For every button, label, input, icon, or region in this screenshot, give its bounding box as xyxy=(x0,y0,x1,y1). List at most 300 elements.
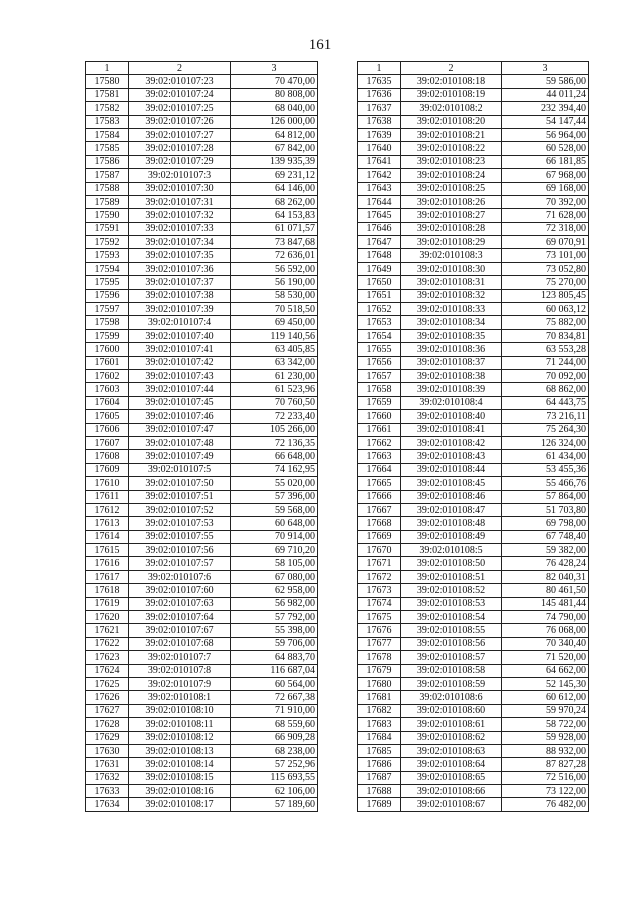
cadastral-value: 73 101,00 xyxy=(502,249,589,262)
cadastral-value: 72 318,00 xyxy=(502,222,589,235)
table-row xyxy=(358,155,589,168)
cadastral-number: 39:02:010108:26 xyxy=(401,195,502,208)
cadastral-value: 64 443,75 xyxy=(502,396,589,409)
cadastral-number: 39:02:010108:59 xyxy=(401,677,502,690)
cadastral-value: 72 136,35 xyxy=(231,436,318,449)
cadastral-value: 54 147,44 xyxy=(502,115,589,128)
cadastral-value: 52 145,30 xyxy=(502,677,589,690)
cadastral-number: 39:02:010107:42 xyxy=(129,356,231,369)
table-row xyxy=(358,222,589,235)
table-row xyxy=(86,356,318,369)
cadastral-value: 67 748,40 xyxy=(502,530,589,543)
cadastral-value: 80 808,00 xyxy=(231,88,318,101)
cadastral-number: 39:02:010108:42 xyxy=(401,436,502,449)
cadastral-number: 39:02:010108:41 xyxy=(401,423,502,436)
column-header-2: 2 xyxy=(129,62,231,75)
cadastral-value: 71 628,00 xyxy=(502,209,589,222)
table-row xyxy=(358,142,589,155)
column-header-1: 1 xyxy=(358,62,401,75)
cadastral-value: 68 238,00 xyxy=(231,744,318,757)
table-row xyxy=(86,584,318,597)
cadastral-value: 60 063,12 xyxy=(502,303,589,316)
table-row xyxy=(358,611,589,624)
cadastral-value: 60 528,00 xyxy=(502,142,589,155)
cadastral-value: 60 612,00 xyxy=(502,691,589,704)
table-row xyxy=(86,316,318,329)
cadastral-number: 39:02:010108:11 xyxy=(129,718,231,731)
cadastral-number: 39:02:010108:67 xyxy=(401,798,502,811)
cadastral-value: 53 455,36 xyxy=(502,463,589,476)
cadastral-number: 39:02:010108:48 xyxy=(401,517,502,530)
table-row xyxy=(86,597,318,610)
row-number: 17672 xyxy=(358,570,401,583)
cadastral-value: 70 392,00 xyxy=(502,195,589,208)
cadastral-number: 39:02:010107:47 xyxy=(129,423,231,436)
table-row xyxy=(86,410,318,423)
table-row xyxy=(86,758,318,771)
cadastral-number: 39:02:010108:36 xyxy=(401,343,502,356)
cadastral-value: 51 703,80 xyxy=(502,503,589,516)
table-row xyxy=(358,436,589,449)
cadastral-number: 39:02:010107:57 xyxy=(129,557,231,570)
table-row xyxy=(358,477,589,490)
cadastral-number: 39:02:010107:30 xyxy=(129,182,231,195)
cadastral-value: 116 687,04 xyxy=(231,664,318,677)
cadastral-number: 39:02:010107:7 xyxy=(129,651,231,664)
row-number: 17670 xyxy=(358,544,401,557)
table-row xyxy=(86,704,318,717)
row-number: 17605 xyxy=(86,410,129,423)
cadastral-value: 59 928,00 xyxy=(502,731,589,744)
table-row xyxy=(358,637,589,650)
cadastral-value: 82 040,31 xyxy=(502,570,589,583)
table-row xyxy=(86,490,318,503)
cadastral-number: 39:02:010108:40 xyxy=(401,410,502,423)
cadastral-value: 57 189,60 xyxy=(231,798,318,811)
cadastral-value: 145 481,44 xyxy=(502,597,589,610)
cadastral-number: 39:02:010108:2 xyxy=(401,102,502,115)
cadastral-value: 62 958,00 xyxy=(231,584,318,597)
row-number: 17609 xyxy=(86,463,129,476)
cadastral-number: 39:02:010108:21 xyxy=(401,128,502,141)
table-row xyxy=(86,798,318,811)
row-number: 17668 xyxy=(358,517,401,530)
row-number: 17610 xyxy=(86,477,129,490)
table-row xyxy=(358,584,589,597)
cadastral-value: 70 834,81 xyxy=(502,329,589,342)
row-number: 17623 xyxy=(86,651,129,664)
table-row xyxy=(86,262,318,275)
table-row xyxy=(86,731,318,744)
row-number: 17595 xyxy=(86,276,129,289)
cadastral-number: 39:02:010107:38 xyxy=(129,289,231,302)
cadastral-number: 39:02:010107:28 xyxy=(129,142,231,155)
table-row xyxy=(358,195,589,208)
table-row xyxy=(86,651,318,664)
table-header-row xyxy=(86,62,318,75)
row-number: 17588 xyxy=(86,182,129,195)
row-number: 17629 xyxy=(86,731,129,744)
cadastral-value: 63 553,28 xyxy=(502,343,589,356)
table-row xyxy=(358,624,589,637)
cadastral-value: 59 586,00 xyxy=(502,75,589,88)
cadastral-value: 67 842,00 xyxy=(231,142,318,155)
column-header-1: 1 xyxy=(86,62,129,75)
cadastral-value: 70 340,40 xyxy=(502,637,589,650)
row-number: 17613 xyxy=(86,517,129,530)
row-number: 17630 xyxy=(86,744,129,757)
row-number: 17599 xyxy=(86,329,129,342)
cadastral-number: 39:02:010108:30 xyxy=(401,262,502,275)
table-row xyxy=(86,463,318,476)
row-number: 17622 xyxy=(86,637,129,650)
cadastral-value: 115 693,55 xyxy=(231,771,318,784)
cadastral-value: 68 262,00 xyxy=(231,195,318,208)
row-number: 17631 xyxy=(86,758,129,771)
table-row xyxy=(358,276,589,289)
table-row xyxy=(358,718,589,731)
cadastral-value: 74 162,95 xyxy=(231,463,318,476)
table-row xyxy=(358,343,589,356)
table-row xyxy=(358,503,589,516)
row-number: 17621 xyxy=(86,624,129,637)
cadastral-number: 39:02:010107:67 xyxy=(129,624,231,637)
cadastral-value: 73 216,11 xyxy=(502,410,589,423)
table-row xyxy=(86,477,318,490)
cadastral-number: 39:02:010107:49 xyxy=(129,450,231,463)
row-number: 17644 xyxy=(358,195,401,208)
cadastral-number: 39:02:010108:23 xyxy=(401,155,502,168)
cadastral-number: 39:02:010108:45 xyxy=(401,477,502,490)
cadastral-value: 76 068,00 xyxy=(502,624,589,637)
cadastral-value: 70 518,50 xyxy=(231,303,318,316)
column-header-3: 3 xyxy=(502,62,589,75)
cadastral-value: 64 153,83 xyxy=(231,209,318,222)
cadastral-value: 76 482,00 xyxy=(502,798,589,811)
cadastral-value: 67 968,00 xyxy=(502,169,589,182)
row-number: 17685 xyxy=(358,744,401,757)
cadastral-value: 126 000,00 xyxy=(231,115,318,128)
row-number: 17683 xyxy=(358,718,401,731)
cadastral-number: 39:02:010108:47 xyxy=(401,503,502,516)
cadastral-value: 75 882,00 xyxy=(502,316,589,329)
table-row xyxy=(358,329,589,342)
table-row xyxy=(86,289,318,302)
table-row xyxy=(86,303,318,316)
table-row xyxy=(86,503,318,516)
row-number: 17676 xyxy=(358,624,401,637)
row-number: 17649 xyxy=(358,262,401,275)
row-number: 17583 xyxy=(86,115,129,128)
cadastral-number: 39:02:010108:20 xyxy=(401,115,502,128)
table-row xyxy=(86,744,318,757)
row-number: 17616 xyxy=(86,557,129,570)
cadastral-number: 39:02:010107:31 xyxy=(129,195,231,208)
table-row xyxy=(86,102,318,115)
cadastral-number: 39:02:010107:56 xyxy=(129,544,231,557)
cadastral-value: 139 935,39 xyxy=(231,155,318,168)
cadastral-value: 126 324,00 xyxy=(502,436,589,449)
row-number: 17580 xyxy=(86,75,129,88)
cadastral-number: 39:02:010108:22 xyxy=(401,142,502,155)
cadastral-value: 44 011,24 xyxy=(502,88,589,101)
table-row xyxy=(86,182,318,195)
cadastral-number: 39:02:010107:3 xyxy=(129,169,231,182)
cadastral-value: 61 523,96 xyxy=(231,383,318,396)
row-number: 17674 xyxy=(358,597,401,610)
cadastral-number: 39:02:010108:49 xyxy=(401,530,502,543)
table-row xyxy=(358,691,589,704)
table-row xyxy=(358,450,589,463)
table-row xyxy=(358,530,589,543)
cadastral-number: 39:02:010107:53 xyxy=(129,517,231,530)
cadastral-number: 39:02:010107:24 xyxy=(129,88,231,101)
table-row xyxy=(86,664,318,677)
row-number: 17594 xyxy=(86,262,129,275)
cadastral-value: 71 910,00 xyxy=(231,704,318,717)
cadastral-number: 39:02:010108:29 xyxy=(401,236,502,249)
table-row xyxy=(86,75,318,88)
row-number: 17647 xyxy=(358,236,401,249)
cadastral-value: 64 146,00 xyxy=(231,182,318,195)
cadastral-value: 68 862,00 xyxy=(502,383,589,396)
row-number: 17681 xyxy=(358,691,401,704)
row-number: 17662 xyxy=(358,436,401,449)
cadastral-value: 56 592,00 xyxy=(231,262,318,275)
cadastral-value: 58 105,00 xyxy=(231,557,318,570)
cadastral-number: 39:02:010107:41 xyxy=(129,343,231,356)
row-number: 17600 xyxy=(86,343,129,356)
table-row xyxy=(86,249,318,262)
row-number: 17659 xyxy=(358,396,401,409)
row-number: 17635 xyxy=(358,75,401,88)
cadastral-value: 57 792,00 xyxy=(231,611,318,624)
row-number: 17581 xyxy=(86,88,129,101)
table-row xyxy=(358,731,589,744)
row-number: 17593 xyxy=(86,249,129,262)
cadastral-number: 39:02:010108:65 xyxy=(401,771,502,784)
cadastral-number: 39:02:010107:44 xyxy=(129,383,231,396)
cadastral-value: 55 466,76 xyxy=(502,477,589,490)
cadastral-value: 66 181,85 xyxy=(502,155,589,168)
cadastral-number: 39:02:010107:35 xyxy=(129,249,231,262)
table-row xyxy=(86,142,318,155)
cadastral-number: 39:02:010107:51 xyxy=(129,490,231,503)
row-number: 17654 xyxy=(358,329,401,342)
cadastral-number: 39:02:010107:52 xyxy=(129,503,231,516)
table-row xyxy=(358,356,589,369)
cadastral-number: 39:02:010108:12 xyxy=(129,731,231,744)
cadastral-number: 39:02:010108:3 xyxy=(401,249,502,262)
cadastral-number: 39:02:010108:19 xyxy=(401,88,502,101)
row-number: 17669 xyxy=(358,530,401,543)
cadastral-number: 39:02:010107:27 xyxy=(129,128,231,141)
cadastral-value: 71 244,00 xyxy=(502,356,589,369)
row-number: 17640 xyxy=(358,142,401,155)
table-row xyxy=(86,88,318,101)
cadastral-number: 39:02:010108:64 xyxy=(401,758,502,771)
cadastral-value: 72 516,00 xyxy=(502,771,589,784)
cadastral-value: 63 405,85 xyxy=(231,343,318,356)
table-row xyxy=(86,544,318,557)
row-number: 17597 xyxy=(86,303,129,316)
table-row xyxy=(358,75,589,88)
cadastral-number: 39:02:010107:8 xyxy=(129,664,231,677)
cadastral-value: 59 970,24 xyxy=(502,704,589,717)
cadastral-value: 56 190,00 xyxy=(231,276,318,289)
table-row xyxy=(358,209,589,222)
cadastral-value: 55 398,00 xyxy=(231,624,318,637)
row-number: 17650 xyxy=(358,276,401,289)
row-number: 17638 xyxy=(358,115,401,128)
column-header-3: 3 xyxy=(231,62,318,75)
cadastral-value: 64 883,70 xyxy=(231,651,318,664)
cadastral-value: 80 461,50 xyxy=(502,584,589,597)
cadastral-number: 39:02:010108:44 xyxy=(401,463,502,476)
table-row xyxy=(86,718,318,731)
row-number: 17590 xyxy=(86,209,129,222)
row-number: 17612 xyxy=(86,503,129,516)
row-number: 17607 xyxy=(86,436,129,449)
table-row xyxy=(358,262,589,275)
table-row xyxy=(358,557,589,570)
row-number: 17680 xyxy=(358,677,401,690)
row-number: 17665 xyxy=(358,477,401,490)
row-number: 17655 xyxy=(358,343,401,356)
table-row xyxy=(86,236,318,249)
cadastral-number: 39:02:010107:64 xyxy=(129,611,231,624)
row-number: 17661 xyxy=(358,423,401,436)
table-row xyxy=(86,276,318,289)
row-number: 17585 xyxy=(86,142,129,155)
row-number: 17614 xyxy=(86,530,129,543)
cadastral-value: 59 706,00 xyxy=(231,637,318,650)
cadastral-value: 63 342,00 xyxy=(231,356,318,369)
cadastral-value: 69 070,91 xyxy=(502,236,589,249)
table-row xyxy=(86,517,318,530)
cadastral-value: 60 564,00 xyxy=(231,677,318,690)
table-row xyxy=(358,463,589,476)
cadastral-number: 39:02:010107:29 xyxy=(129,155,231,168)
cadastral-number: 39:02:010107:5 xyxy=(129,463,231,476)
table-row xyxy=(358,544,589,557)
cadastral-number: 39:02:010108:14 xyxy=(129,758,231,771)
row-number: 17639 xyxy=(358,128,401,141)
table-row xyxy=(86,128,318,141)
table-row xyxy=(358,88,589,101)
row-number: 17586 xyxy=(86,155,129,168)
cadastral-number: 39:02:010107:25 xyxy=(129,102,231,115)
row-number: 17648 xyxy=(358,249,401,262)
table-header-row xyxy=(358,62,589,75)
row-number: 17657 xyxy=(358,369,401,382)
table-row xyxy=(358,677,589,690)
row-number: 17656 xyxy=(358,356,401,369)
table-row xyxy=(358,664,589,677)
table-row xyxy=(86,570,318,583)
table-row xyxy=(358,744,589,757)
row-number: 17618 xyxy=(86,584,129,597)
row-number: 17627 xyxy=(86,704,129,717)
table-row xyxy=(358,303,589,316)
table-row xyxy=(358,758,589,771)
table-row xyxy=(358,785,589,798)
cadastral-number: 39:02:010107:36 xyxy=(129,262,231,275)
cadastral-value: 73 122,00 xyxy=(502,785,589,798)
row-number: 17684 xyxy=(358,731,401,744)
cadastral-value: 57 396,00 xyxy=(231,490,318,503)
row-number: 17645 xyxy=(358,209,401,222)
cadastral-number: 39:02:010108:17 xyxy=(129,798,231,811)
cadastral-value: 64 812,00 xyxy=(231,128,318,141)
row-number: 17646 xyxy=(358,222,401,235)
cadastral-number: 39:02:010108:35 xyxy=(401,329,502,342)
table-row xyxy=(86,530,318,543)
table-row xyxy=(86,195,318,208)
row-number: 17591 xyxy=(86,222,129,235)
row-number: 17602 xyxy=(86,369,129,382)
cadastral-value: 72 667,38 xyxy=(231,691,318,704)
cadastral-value: 123 805,45 xyxy=(502,289,589,302)
cadastral-number: 39:02:010108:63 xyxy=(401,744,502,757)
cadastral-value: 69 168,00 xyxy=(502,182,589,195)
row-number: 17628 xyxy=(86,718,129,731)
cadastral-number: 39:02:010108:6 xyxy=(401,691,502,704)
column-header-2: 2 xyxy=(401,62,502,75)
cadastral-value: 66 648,00 xyxy=(231,450,318,463)
cadastral-value: 69 450,00 xyxy=(231,316,318,329)
table-row xyxy=(86,691,318,704)
row-number: 17589 xyxy=(86,195,129,208)
cadastral-value: 68 559,60 xyxy=(231,718,318,731)
row-number: 17636 xyxy=(358,88,401,101)
cadastral-number: 39:02:010108:55 xyxy=(401,624,502,637)
cadastral-value: 55 020,00 xyxy=(231,477,318,490)
cadastral-number: 39:02:010108:50 xyxy=(401,557,502,570)
table-row xyxy=(86,115,318,128)
cadastral-number: 39:02:010108:27 xyxy=(401,209,502,222)
table-row xyxy=(358,169,589,182)
table-row xyxy=(358,597,589,610)
cadastral-number: 39:02:010108:60 xyxy=(401,704,502,717)
table-row xyxy=(358,517,589,530)
row-number: 17678 xyxy=(358,651,401,664)
row-number: 17603 xyxy=(86,383,129,396)
row-number: 17679 xyxy=(358,664,401,677)
cadastral-value: 75 264,30 xyxy=(502,423,589,436)
cadastral-number: 39:02:010108:39 xyxy=(401,383,502,396)
table-row xyxy=(86,785,318,798)
cadastral-number: 39:02:010107:45 xyxy=(129,396,231,409)
table-row xyxy=(86,611,318,624)
cadastral-value: 75 270,00 xyxy=(502,276,589,289)
cadastral-value: 67 080,00 xyxy=(231,570,318,583)
row-number: 17611 xyxy=(86,490,129,503)
row-number: 17689 xyxy=(358,798,401,811)
row-number: 17596 xyxy=(86,289,129,302)
cadastral-number: 39:02:010107:55 xyxy=(129,530,231,543)
row-number: 17651 xyxy=(358,289,401,302)
registry-table-right xyxy=(357,61,589,812)
cadastral-number: 39:02:010108:58 xyxy=(401,664,502,677)
table-row xyxy=(358,369,589,382)
cadastral-number: 39:02:010108:28 xyxy=(401,222,502,235)
cadastral-number: 39:02:010108:54 xyxy=(401,611,502,624)
row-number: 17606 xyxy=(86,423,129,436)
cadastral-number: 39:02:010108:5 xyxy=(401,544,502,557)
cadastral-value: 69 710,20 xyxy=(231,544,318,557)
cadastral-value: 74 790,00 xyxy=(502,611,589,624)
